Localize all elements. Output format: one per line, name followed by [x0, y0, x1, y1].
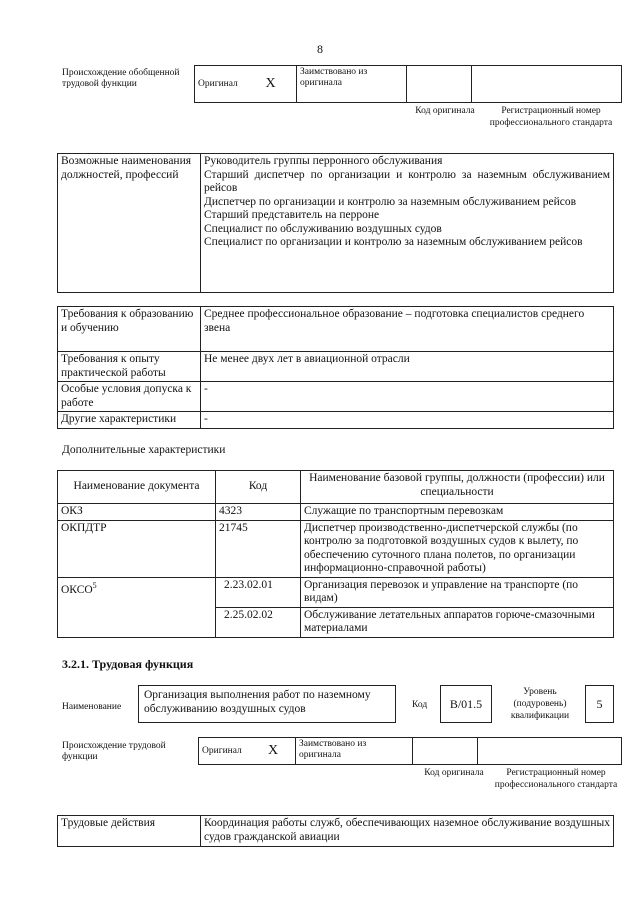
table-row: [58, 577, 614, 607]
positions-list: [201, 154, 614, 293]
original-code-cell: [406, 66, 472, 103]
positions-label: Возможные наименования должностей, профессий: [58, 154, 201, 293]
table-row: [58, 520, 614, 577]
additional-table: [57, 470, 614, 638]
code-cell: 4323: [216, 504, 301, 521]
req-value: Среднее профессиональное образование – подготовка специалистов среднего звена: [201, 307, 614, 352]
original-mark: X: [262, 66, 296, 103]
origin-table: [194, 65, 622, 103]
level-label: Уровень (подуровень) квалификации: [510, 687, 570, 721]
req-label: Особые условия допуска к работе: [58, 382, 201, 412]
origin-table: [198, 737, 622, 765]
position-item: Специалист по организации и контролю за наземным обслуживанием рейсов: [204, 236, 583, 248]
req-value: -: [201, 412, 614, 429]
borrowed-label: Заимствовано из оригинала: [296, 738, 413, 765]
col-header-doc: Наименование документа: [58, 471, 216, 504]
name-cell: Обслуживание летательных аппаратов горюче-смазочными материалами: [301, 607, 614, 637]
position-item: Диспетчер по организации и контролю за наземным обслуживанием рейсов: [204, 195, 577, 208]
req-value: Не менее двух лет в авиационной отрасли: [201, 352, 614, 382]
code-caption: Код оригинала: [415, 106, 475, 116]
position-item: Старший диспетчер по организации и контролю за наземным обслуживанием рейсов: [204, 168, 610, 194]
req-label: Требования к образованию и обучению: [58, 307, 201, 352]
code-cell: 21745: [216, 520, 301, 577]
footnote-mark: 5: [92, 580, 97, 590]
req-label: Другие характеристики: [58, 412, 201, 429]
reg-caption: Регистрационный номер профессионального стандарта: [489, 106, 613, 128]
borrowed-label: Заимствовано из оригинала: [297, 66, 407, 103]
table-row: [58, 504, 614, 521]
code-cell: 2.23.02.01: [216, 577, 301, 607]
level-value-box: 5: [585, 685, 614, 723]
original-mark: X: [265, 738, 296, 765]
col-header-name: Наименование базовой группы, должности (профессии) или специальности: [301, 471, 614, 504]
additional-title: Дополнительные характеристики: [62, 444, 226, 456]
section-title: 3.2.1. Трудовая функция: [62, 657, 194, 671]
req-label: Требования к опыту практической работы: [58, 352, 201, 382]
position-item: Старший представитель на перроне: [204, 209, 380, 221]
original-label: Оригинал: [195, 66, 263, 103]
origin-label: Происхождение трудовой функции: [62, 741, 166, 762]
code-label: Код: [412, 700, 428, 710]
name-label: Наименование: [62, 702, 122, 712]
req-value: -: [201, 382, 614, 412]
code-value-box: B/01.5: [440, 685, 492, 723]
original-code-cell: [413, 738, 478, 765]
code-cell: 2.25.02.02: [216, 607, 301, 637]
requirements-table: [57, 306, 614, 429]
labor-actions-value: Координация работы служб, обеспечивающих наземное обслуживание воздушных судов гражданской авиации: [201, 816, 614, 847]
labor-actions-table: [57, 815, 614, 847]
original-label: Оригинал: [199, 738, 266, 765]
reg-caption: Регистрационный номер профессионального стандарта: [494, 768, 618, 790]
positions-table: [57, 153, 614, 293]
position-item: Специалист по обслуживанию воздушных судов: [204, 222, 442, 235]
origin-label: Происхождение обобщенной трудовой функции: [62, 68, 180, 89]
page-number: 8: [317, 42, 323, 56]
doc-cell: ОКЗ: [58, 504, 216, 521]
function-name-box: Организация выполнения работ по наземному обслуживанию воздушных судов: [138, 685, 396, 723]
reg-number-cell: [478, 738, 622, 765]
doc-cell: ОКПДТР: [58, 520, 216, 577]
name-cell: Организация перевозок и управление на транспорте (по видам): [301, 577, 614, 607]
reg-number-cell: [472, 66, 622, 103]
name-cell: Диспетчер производственно-диспетчерской службы (по контролю за подготовкой воздушных судов к вылету, по обеспечению суточного плана полетов, по организации информационно-справочной работы): [301, 520, 614, 577]
name-cell: Служащие по транспортным перевозкам: [301, 504, 614, 521]
col-header-code: Код: [216, 471, 301, 504]
position-item: Руководитель группы перронного обслуживания: [204, 155, 443, 167]
doc-cell: ОКСО$^5$: [58, 577, 216, 637]
code-caption: Код оригинала: [424, 768, 484, 778]
labor-actions-label: Трудовые действия: [58, 816, 201, 847]
